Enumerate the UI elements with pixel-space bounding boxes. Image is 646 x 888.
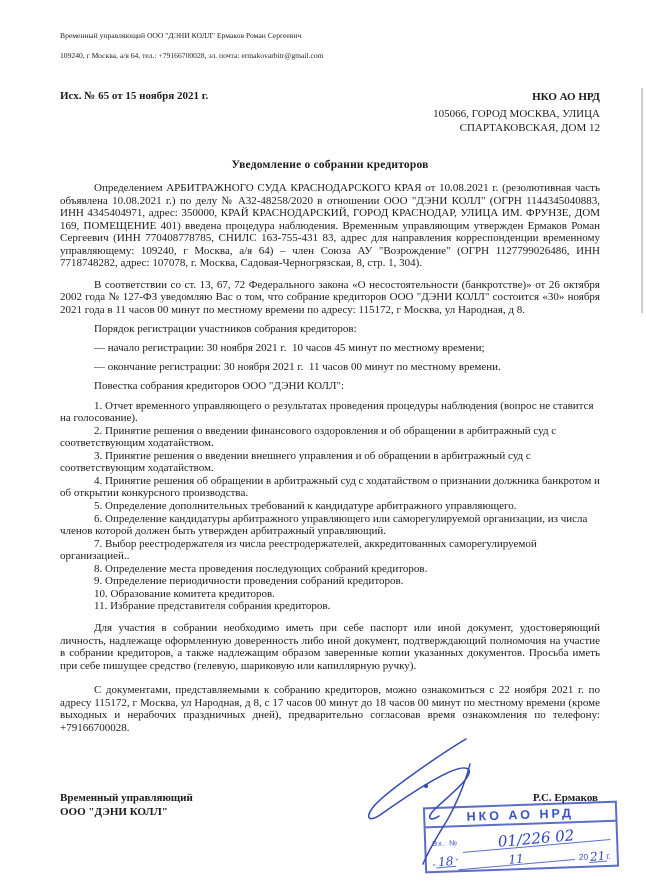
- incoming-stamp: [423, 801, 619, 874]
- paragraph-court-ruling: Определением АРБИТРАЖНОГО СУДА КРАСНОДАРСКОГО КРАЯ от 10.08.2021 г. (резолютивная часть объявлена 10.08.2021 г.) по делу № А32-48258/2020 в отношении ООО "ДЭНИ КОЛЛ" (ОГРН 1144345040883, ИНН 4345404971, адрес: 350000, КРАЙ КРАСНОДАРСКИЙ, ГОРОД КРАСНОДАР, УЛИЦА ИМ. ФРУНЗЕ, ДОМ 169, ПОМЕЩЕНИЕ 401) введена процедура наблюдения. Временным управляющим утвержден Ермаков Роман Сергеевич (ИНН 770408778785, СНИЛС 163-755-431 83, адрес для направления корреспонденции временному управляющему: 109240, г Москва, а/я 64) – член Союза АУ "Возрождение" (ОГРН 1127799026486, ИНН 7718748282, адрес: 107078, г. Москва, Садовая-Черногрязская, 8, стр. 1, 304).: [60, 182, 600, 270]
- reference-row: [60, 90, 600, 135]
- letterhead: [60, 26, 600, 66]
- signatory-title-line-1: Временный управляющий: [60, 792, 193, 805]
- agenda-item: 11. Избрание представителя собрания кредиторов.: [94, 600, 331, 613]
- agenda-item: 2. Принятие решения о введении финансового оздоровления и об обращении в арбитражный суд с соответствующим ходатайством.: [60, 424, 557, 450]
- agenda-item: 5. Определение дополнительных требований к кандидатуре арбитражного управляющего.: [94, 500, 517, 513]
- outgoing-ref-number: Исх. № 65 от 15 ноября 2021 г.: [60, 90, 209, 102]
- stamp-month-handwritten: 11: [458, 849, 575, 870]
- paragraph-participation-requirements: Для участия в собрании необходимо иметь при себе паспорт или иной документ, удостоверяющий личность, надлежаще оформленную доверенность либо иной документ, подтверждающий полномочия на участие в собрании кредиторов, а также надлежащим образом заверенные копии указанных документов. Просьба иметь при себе пишущее средство (гелевую, шариковую или капиллярную ручку).: [60, 621, 600, 672]
- signatory-name: Р.С. Ермаков: [532, 792, 598, 805]
- stamp-day-handwritten: 18: [435, 856, 456, 869]
- recipient-name: НКО АО НРД: [532, 91, 600, 103]
- agenda-heading: Повестка собрания кредиторов ООО "ДЭНИ КОЛЛ":: [94, 380, 345, 393]
- scan-edge-artifact: [641, 88, 643, 313]
- registration-item: — начало регистрации: 30 ноября 2021 г. 10 часов 45 минут по местному времени;: [94, 342, 485, 355]
- recipient-block: [410, 90, 600, 135]
- agenda-item: 8. Определение места проведения последующих собраний кредиторов.: [94, 562, 428, 575]
- paragraph-meeting-notice: В соответствии со ст. 13, 67, 72 Федерального закона «О несостоятельности (банкротстве)» от 26 октября 2002 года № 127-ФЗ уведомляю Вас о том, что собрание кредиторов ООО "ДЭНИ КОЛЛ" состоится «30» ноября 2021 года в 11 часов 00 минут по местному времени по адресу: 115172, г Москва, ул Народная, д 8.: [60, 278, 600, 316]
- registration-list: [60, 342, 600, 373]
- signatory-title: [60, 791, 193, 819]
- stamp-number-label: Вх. №: [432, 838, 459, 849]
- agenda-item: 3. Принятие решения о введении внешнего управления и об обращении в арбитражный суд с соответствующим ходатайством.: [60, 449, 531, 475]
- agenda-item: 6. Определение кандидатуры арбитражного управляющего или саморегулируемой организации, из числа членов которой должен быть утвержден арбитражный управляющий.: [60, 512, 588, 538]
- stamp-year-handwritten: 21: [589, 848, 606, 864]
- agenda-item: 4. Принятие решения об обращении в арбитражный суд с ходатайством о признании должника банкротом и об открытии конкурсного производства.: [60, 474, 600, 500]
- agenda-item: 1. Отчет временного управляющего о результатах проведения процедуры наблюдения (вопрос не ставится на голосование).: [60, 399, 594, 425]
- letterhead-line-2: 109240, г Москва, а/я 64, тел.: +79166700028, эл. почта: ermakovarbitr@gmail.com: [60, 51, 324, 60]
- stamp-close-quote: ”: [455, 857, 459, 867]
- agenda-item: 7. Выбор реестродержателя из числа реестродержателей, аккредитованных саморегулируемой организацией..: [60, 537, 537, 563]
- stamp-number-handwritten: 01/226 02: [462, 825, 611, 853]
- stamp-century-printed: 20: [578, 851, 589, 862]
- registration-item: — окончание регистрации: 30 ноября 2021 г. 11 часов 00 минут по местному времени.: [94, 360, 501, 373]
- stamp-year-suffix: г.: [606, 850, 611, 862]
- registration-heading: Порядок регистрации участников собрания кредиторов:: [94, 323, 357, 336]
- letterhead-line-1: Временный управляющий ООО "ДЭНИ КОЛЛ" Ермаков Роман Сергеевич: [60, 31, 302, 40]
- stamp-open-quote: „: [432, 858, 436, 868]
- recipient-address: 105066, ГОРОД МОСКВА, УЛИЦА СПАРТАКОВСКАЯ, ДОМ 12: [433, 108, 600, 134]
- stamp-org-name: НКО АО НРД: [425, 803, 616, 829]
- agenda-item: 9. Определение периодичности проведения собраний кредиторов.: [94, 575, 404, 588]
- agenda-list: [60, 400, 600, 613]
- signatory-title-line-2: ООО "ДЭНИ КОЛЛ": [60, 806, 168, 819]
- document-title: Уведомление о собрании кредиторов: [231, 159, 429, 171]
- agenda-item: 10. Образование комитета кредиторов.: [94, 587, 275, 600]
- paragraph-documents-review: С документами, представляемыми к собранию кредиторов, можно ознакомиться с 22 ноября 2021 г. по адресу 115172, г Москва, ул Народная, д 8, с 17 часов 00 минут до 18 часов 00 минут по местному времени (кроме выходных и нерабочих праздничных дней), предварительно согласовав время ознакомления по телефону: +79166700028.: [60, 684, 600, 734]
